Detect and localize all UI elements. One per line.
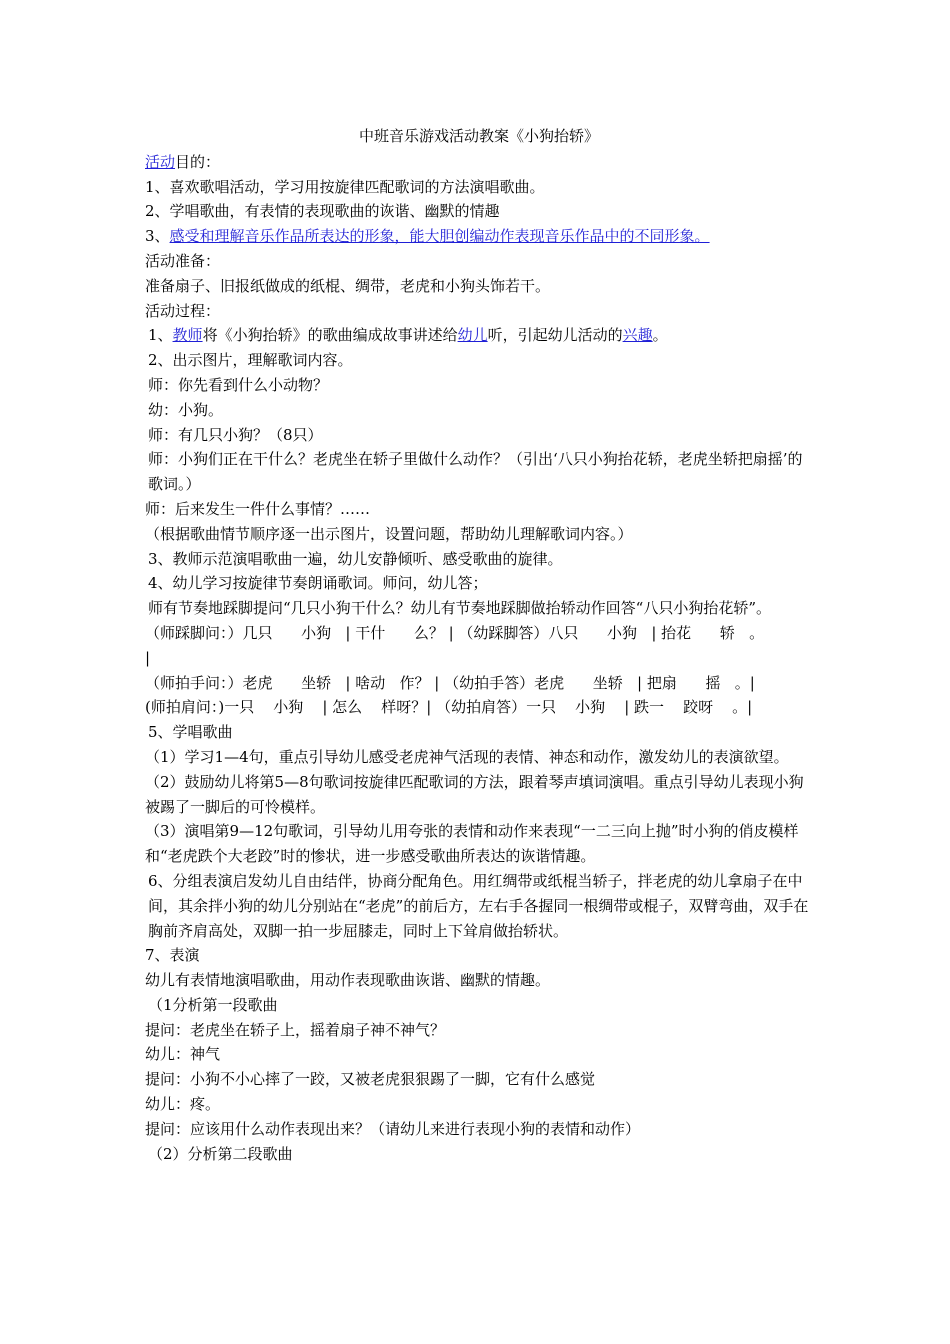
dialog-q2: 师：有几只小狗？（8只） (148, 425, 323, 444)
step-5-2: （2）鼓励幼儿将第5—8句歌词按旋律匹配歌词的方法，跟着琴声填词演唱。重点引导幼儿表现小狗被踢了一脚后的可怜模样。 (145, 772, 804, 816)
step-5-1: （1）学习1—4句，重点引导幼儿感受老虎神气活现的表情、神态和动作，激发幼儿的表演欲望。 (145, 747, 789, 766)
link-goal-3[interactable]: 感受和理解音乐作品所表达的形象，能大胆创编动作表现音乐作品中的不同形象。 (169, 227, 710, 246)
link-teacher[interactable]: 教师 (172, 326, 203, 345)
answer-2: 幼儿：疼。 (145, 1095, 221, 1114)
goal-1: 1、喜欢歌唱活动，学习用按旋律匹配歌词的方法演唱歌曲。 (145, 177, 545, 196)
goal-2: 2、学唱歌曲，有表情的表现歌曲的诙谐、幽默的情趣 (145, 202, 500, 221)
step-6: 6、分组表演启发幼儿自由结伴，协商分配角色。用红绸带或纸棍当轿子，拌老虎的幼儿拿扇子在中间，其余拌小狗的幼儿分别站在“老虎”的前后方，左右手各握同一根绸带或棍子，双臂弯曲，双手在胸前齐肩高处，双脚一拍一步屈膝走，同时上下耸肩做抬轿状。 (148, 871, 809, 940)
page-title: 中班音乐游戏活动教案《小狗抬轿》 (358, 127, 599, 145)
step-5-3: （3）演唱第9—12句歌词，引导幼儿用夸张的表情和动作来表现“一二三向上抛”时小狗的俏皮模样和“老虎跌个大老跤”时的惨状，进一步感受歌曲所表达的诙谐情趣。 (145, 822, 799, 866)
prep-heading: 活动准备： (145, 251, 221, 270)
link-child[interactable]: 幼儿 (457, 326, 488, 345)
step-1-a: 1、 (148, 326, 173, 345)
step-4: 4、幼儿学习按旋律节奏朗诵歌词。师问，幼儿答； (148, 574, 488, 593)
goal-heading-text: 目的： (175, 152, 221, 171)
lyrics-line-1: （师踩脚问：）几只 小狗 | 干什 么？ | （幼踩脚答）八只 小狗 | 抬花 轿 。 (145, 623, 765, 642)
question-2: 提问：小狗不小心摔了一跤，又被老虎狠狠踢了一脚，它有什么感觉 (145, 1070, 596, 1089)
lyrics-line-2: （师拍手问：）老虎 坐轿 | 啥动 作？ | （幼拍手答）老虎 坐轿 | 把扇 摇 。| (145, 673, 755, 692)
step-7: 7、表演 (145, 946, 200, 965)
question-3: 提问：应该用什么动作表现出来？（请幼儿来进行表现小狗的表情和动作） (145, 1119, 641, 1138)
step-2: 2、出示图片，理解歌词内容。 (148, 351, 353, 370)
lyrics-line-3: (师拍肩问：)一只 小狗 | 怎么 样呀？| （幼拍肩答）一只 小狗 | 跌一 跤呀 。| (145, 698, 753, 717)
step-5: 5、学唱歌曲 (148, 723, 233, 742)
step-1 (145, 323, 813, 348)
step-1-c: 听，引起幼儿活动的 (487, 326, 623, 345)
process-heading: 活动过程： (145, 301, 221, 320)
document-page (145, 124, 813, 1166)
step-2-note: （根据歌曲情节顺序逐一出示图片，设置问题，帮助幼儿理解歌词内容。） (145, 524, 633, 543)
dialog-q1: 师：你先看到什么小动物？ (148, 375, 329, 394)
answer-1: 幼儿：神气 (145, 1045, 221, 1064)
dialog-q3: 师：小狗们正在干什么？老虎坐在轿子里做什么动作？（引出‘八只小狗抬花轿，老虎坐轿把扇摇’的歌词。） (148, 450, 803, 494)
step-7-intro: 幼儿有表情地演唱歌曲，用动作表现歌曲诙谐、幽默的情趣。 (145, 971, 551, 990)
step-7-part-1: （1分析第一段歌曲 (148, 995, 278, 1014)
dialog-a1: 幼：小狗。 (148, 400, 224, 419)
step-1-d: 。 (652, 326, 668, 345)
goal-heading (145, 150, 813, 175)
prep-text: 准备扇子、旧报纸做成的纸棍、绸带，老虎和小狗头饰若干。 (145, 276, 551, 295)
step-3: 3、教师示范演唱歌曲一遍，幼儿安静倾听、感受歌曲的旋律。 (148, 549, 563, 568)
link-interest[interactable]: 兴趣 (622, 326, 653, 345)
dialog-q4: 师：后来发生一件什么事情？…… (145, 499, 371, 518)
question-1: 提问：老虎坐在轿子上，摇着扇子神不神气？ (145, 1020, 446, 1039)
link-activity[interactable]: 活动 (145, 152, 176, 171)
goal-3 (145, 224, 813, 249)
goal-3-number: 3、 (145, 227, 170, 246)
step-4-detail: 师有节奏地踩脚提问“几只小狗干什么？幼儿有节奏地踩脚做抬轿动作回答“八只小狗抬花轿”。 (148, 599, 772, 618)
step-1-b: 将《小狗抬轿》的歌曲编成故事讲述给 (202, 326, 458, 345)
step-7-part-2: （2）分析第二段歌曲 (148, 1144, 293, 1163)
lyrics-line-1-end: | (145, 648, 151, 667)
